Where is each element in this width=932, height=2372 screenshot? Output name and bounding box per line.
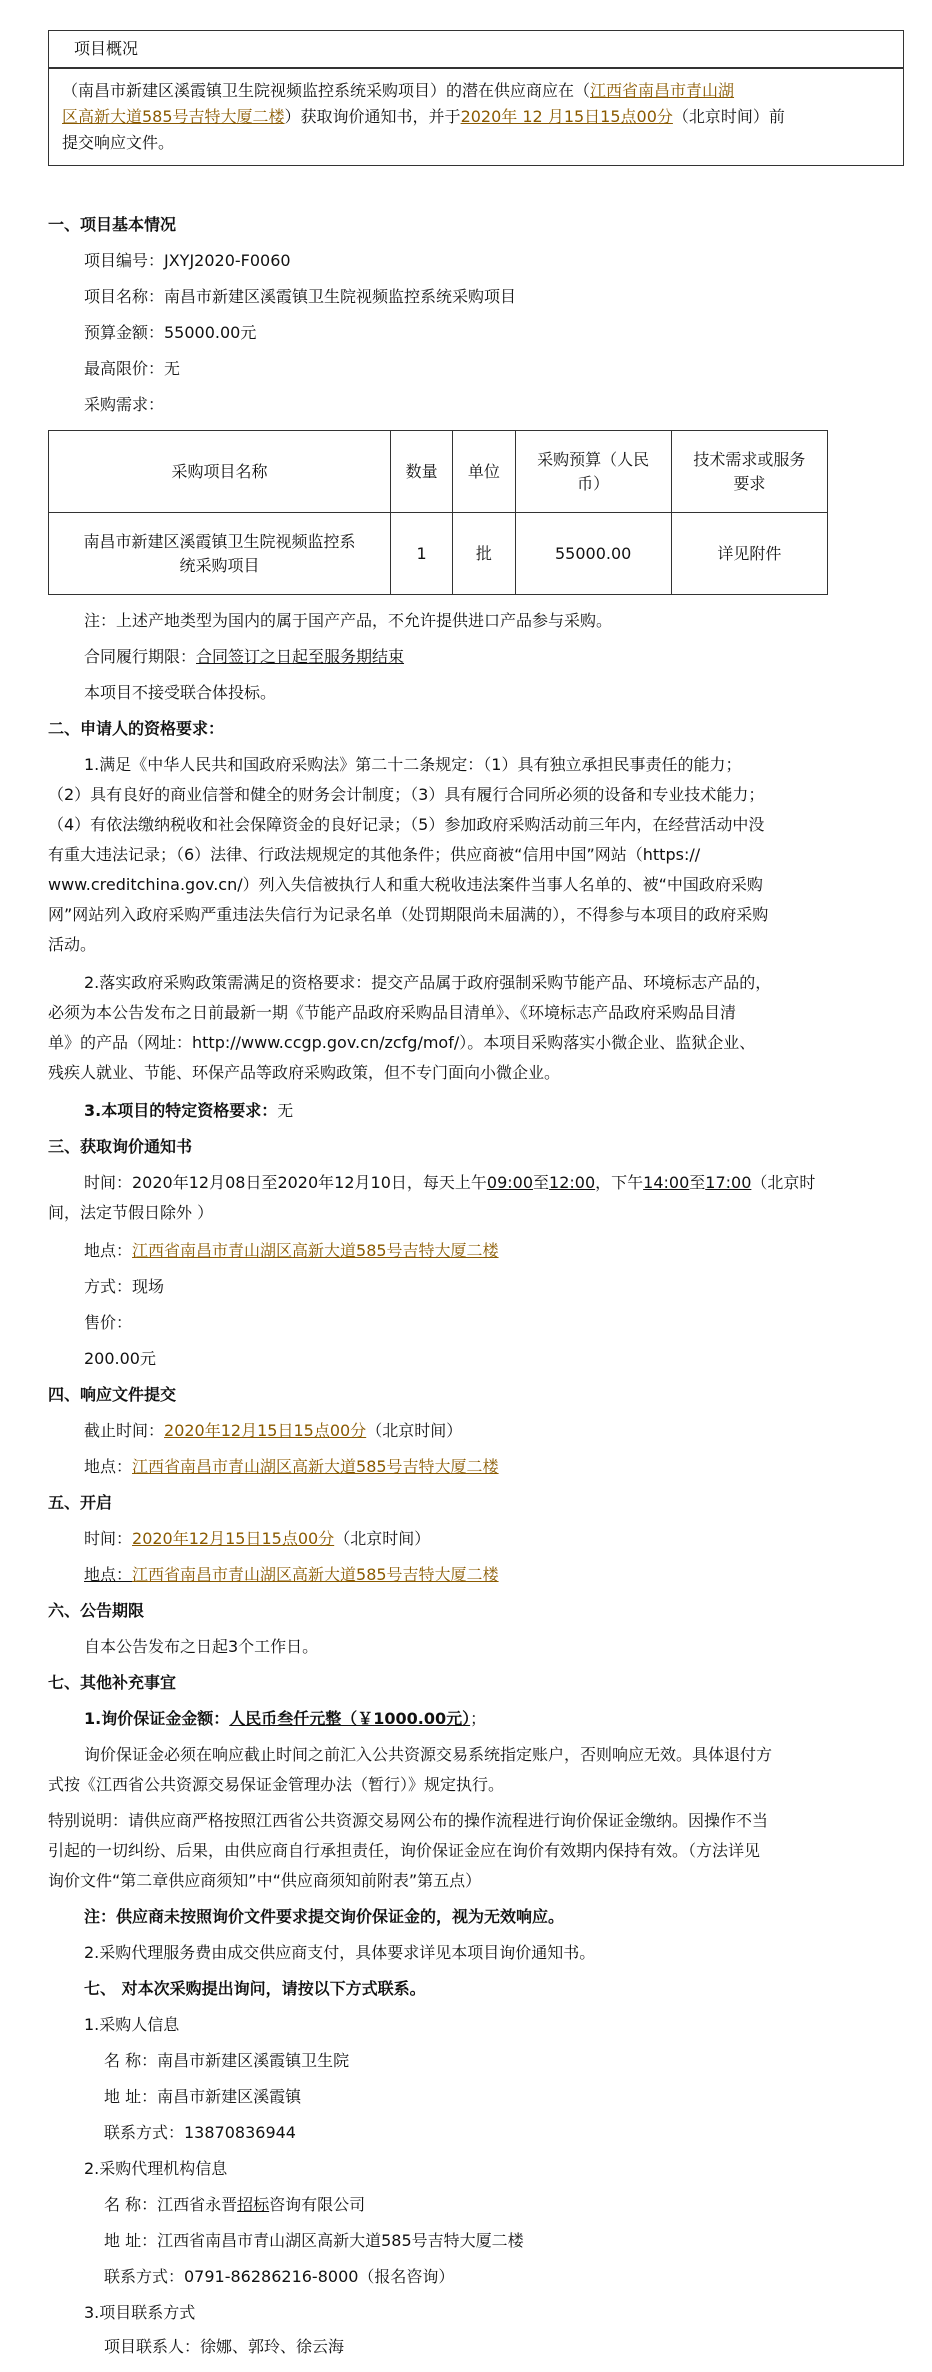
overview-line-3: 提交响应文件。	[62, 133, 175, 152]
consortium-note: 本项目不接受联合体投标。	[84, 683, 277, 702]
qual-1-line-1: 1.满足《中华人民共和国政府采购法》第二十二条规定：（1）具有独立承担民事责任的能力；	[84, 755, 742, 774]
deposit-amount-value: 人民币叁仟元整（￥1000.00元）	[229, 1709, 471, 1728]
agency-address: 地 址：江西省南昌市青山湖区高新大道585号吉特大厦二楼	[104, 2231, 524, 2250]
obtain-time-pm-start: 14:00	[643, 1173, 690, 1192]
opening-time-label: 时间：	[84, 1529, 133, 1548]
procurement-table-header	[49, 431, 828, 513]
qual-2-line-4: 残疾人就业、节能、环保产品等政府采购政策，但不专门面向小微企业。	[48, 1063, 561, 1082]
overview-title-box	[48, 30, 904, 68]
submit-place	[84, 1456, 499, 1478]
table-cell-qty: 1	[391, 513, 453, 595]
obtain-place-value: 江西省南昌市青山湖区高新大道585号吉特大厦二楼	[132, 1241, 499, 1260]
table-cell-requirements: 详见附件	[671, 513, 827, 595]
table-row	[49, 513, 828, 595]
table-header-unit: 单位	[453, 431, 515, 513]
obtain-time-pm-label: ，下午	[595, 1173, 644, 1192]
section-3-heading: 三、获取询价通知书	[48, 1137, 193, 1156]
section-5-heading: 五、开启	[48, 1493, 113, 1512]
obtain-method: 方式：现场	[84, 1277, 165, 1296]
deposit-rule-line-2: 式按《江西省公共资源交易保证金管理办法（暂行）》规定执行。	[48, 1775, 505, 1794]
section-7-heading: 七、其他补充事宜	[48, 1673, 177, 1692]
agency-name-c: 咨询有限公司	[269, 2195, 366, 2214]
qual-3-value: 无	[277, 1101, 294, 1120]
submit-deadline	[84, 1420, 462, 1442]
contact-heading: 七、 对本次采购提出询问，请按以下方式联系。	[84, 1979, 426, 1998]
agency-info-title: 2.采购代理机构信息	[84, 2159, 228, 2178]
contract-period-label: 合同履行期限：	[84, 647, 197, 666]
agency-name	[104, 2194, 365, 2216]
qual-1-line-2: （2）具有良好的商业信誉和健全的财务会计制度；（3）具有履行合同所必须的设备和专业技术能力；	[48, 785, 765, 804]
qual-1-line-7: 活动。	[48, 935, 97, 954]
agency-fee-note: 2.采购代理服务费由成交供应商支付，具体要求详见本项目询价通知书。	[84, 1943, 596, 1962]
obtain-place-label: 地点：	[84, 1241, 133, 1260]
obtain-time-line-2: 间，法定节假日除外 ）	[48, 1203, 214, 1222]
deposit-amount	[84, 1708, 486, 1730]
obtain-time-prefix: 时间：2020年12月08日至2020年12月10日，每天上午	[84, 1173, 487, 1192]
table-cell-budget: 55000.00	[515, 513, 671, 595]
qual-1-line-5: www.creditchina.gov.cn/）列入失信被执行人和重大税收违法案件当事人名单的、被“中国政府采购	[48, 875, 763, 894]
overview-line-1	[62, 80, 734, 102]
agency-name-a: 名 称：江西省永晋	[104, 2195, 238, 2214]
qual-1-line-6: 网”网站列入政府采购严重违法失信行为记录名单（处罚期限尚未届满的），不得参与本项目的政府采购	[48, 905, 769, 924]
overview-address-part2: 区高新大道585号吉特大厦二楼	[62, 107, 285, 126]
obtain-time-am-start: 09:00	[486, 1173, 533, 1192]
table-cell-name	[49, 513, 391, 595]
qual-2-line-3: 单》的产品（网址：http://www.ccgp.gov.cn/zcfg/mof/）。本项目采购落实小微企业、监狱企业、	[48, 1033, 756, 1052]
announcement-period: 自本公告发布之日起3个工作日。	[84, 1637, 319, 1656]
table-cell-name-l2: 统采购项目	[179, 555, 260, 575]
overview-line-1-a: （南昌市新建区溪霞镇卫生院视频监控系统采购项目）的潜在供应商应在（	[62, 81, 591, 100]
origin-note: 注：上述产地类型为国内的属于国产产品，不允许提供进口产品参与采购。	[84, 611, 613, 630]
submit-deadline-label: 截止时间：	[84, 1421, 165, 1440]
special-note-line-3: 询价文件“第二章供应商须知”中“供应商须知前附表”第五点）	[48, 1871, 482, 1890]
overview-line-2-b: ）获取询价通知书，并于	[284, 107, 461, 126]
submit-deadline-suffix: （北京时间）	[366, 1421, 463, 1440]
qual-3	[84, 1100, 293, 1122]
section-4-heading: 四、响应文件提交	[48, 1385, 177, 1404]
overview-title: 项目概况	[74, 39, 139, 58]
opening-time-value: 2020年12月15日15点00分	[132, 1529, 335, 1548]
obtain-time-line-1	[84, 1172, 815, 1194]
table-header-req-l2: 要求	[733, 473, 766, 493]
opening-time	[84, 1528, 430, 1550]
project-code: 项目编号：JXYJ2020-F0060	[84, 251, 291, 270]
agency-name-b: 招标	[237, 2195, 270, 2214]
qual-1-line-3: （4）有依法缴纳税收和社会保障资金的良好记录；（5）参加政府采购活动前三年内，在经营活动中没	[48, 815, 765, 834]
section-1-heading: 一、项目基本情况	[48, 215, 177, 234]
overview-line-2	[62, 106, 785, 128]
obtain-time-suffix: （北京时	[751, 1173, 816, 1192]
overview-line-2-d: （北京时间）前	[672, 107, 785, 126]
deposit-amount-end: ；	[470, 1709, 487, 1728]
procurement-table	[48, 430, 828, 595]
obtain-price-value: 200.00元	[84, 1349, 156, 1368]
submit-place-value: 江西省南昌市青山湖区高新大道585号吉特大厦二楼	[132, 1457, 499, 1476]
project-demand-label: 采购需求：	[84, 395, 165, 414]
purchaser-info-title: 1.采购人信息	[84, 2015, 180, 2034]
qual-2-line-1: 2.落实政府采购政策需满足的资格要求：提交产品属于政府强制采购节能产品、环境标志产品的，	[84, 973, 772, 992]
obtain-time-to-1: 至	[533, 1173, 550, 1192]
table-cell-unit: 批	[453, 513, 515, 595]
project-contact-title: 3.项目联系方式	[84, 2303, 196, 2322]
project-budget: 预算金额：55000.00元	[84, 323, 257, 342]
overview-deadline: 2020年 12 月15日15点00分	[460, 107, 673, 126]
qual-1-line-4: 有重大违法记录；（6）法律、行政法规规定的其他条件；供应商被“信用中国”网站（https://	[48, 845, 701, 864]
table-cell-name-l1: 南昌市新建区溪霞镇卫生院视频监控系	[83, 531, 356, 551]
table-header-req-l1: 技术需求或服务	[693, 449, 806, 469]
obtain-time-pm-end: 17:00	[705, 1173, 752, 1192]
submit-place-label: 地点：	[84, 1457, 133, 1476]
opening-place-label: 地点：	[84, 1565, 133, 1584]
purchaser-phone: 联系方式：13870836944	[104, 2123, 296, 2142]
opening-place-value: 江西省南昌市青山湖区高新大道585号吉特大厦二楼	[132, 1565, 499, 1584]
obtain-time-am-end: 12:00	[549, 1173, 596, 1192]
deposit-rule-line-1: 询价保证金必须在响应截止时间之前汇入公共资源交易系统指定账户，否则响应无效。具体退付方	[84, 1745, 773, 1764]
obtain-time-to-2: 至	[689, 1173, 706, 1192]
qual-3-label: 3.本项目的特定资格要求：	[84, 1101, 278, 1120]
section-2-heading: 二、申请人的资格要求：	[48, 719, 225, 738]
project-max-price: 最高限价：无	[84, 359, 181, 378]
purchaser-address: 地 址：南昌市新建区溪霞镇	[104, 2087, 302, 2106]
table-header-budget-l1: 采购预算（人民	[537, 449, 650, 469]
table-header-budget	[515, 431, 671, 513]
invalid-response-note: 注：供应商未按照询价文件要求提交询价保证金的，视为无效响应。	[84, 1907, 565, 1926]
purchaser-name: 名 称：南昌市新建区溪霞镇卫生院	[104, 2051, 350, 2070]
opening-time-suffix: （北京时间）	[334, 1529, 431, 1548]
obtain-price-label: 售价：	[84, 1313, 133, 1332]
special-note-line-1: 特别说明：请供应商严格按照江西省公共资源交易网公布的操作流程进行询价保证金缴纳。因操作不当	[48, 1811, 769, 1830]
special-note-line-2: 引起的一切纠纷、后果，由供应商自行承担责任，询价保证金应在询价有效期内保持有效。（方法详见	[48, 1841, 761, 1860]
table-header-budget-l2: 币）	[577, 473, 610, 493]
project-name: 项目名称：南昌市新建区溪霞镇卫生院视频监控系统采购项目	[84, 287, 517, 306]
contract-period-value: 合同签订之日起至服务期结束	[196, 647, 405, 666]
table-header-qty: 数量	[391, 431, 453, 513]
table-header-requirements	[671, 431, 827, 513]
qual-2-line-2: 必须为本公告发布之日前最新一期《节能产品政府采购品目清单》、《环境标志产品政府采购品目清	[48, 1003, 737, 1022]
agency-phone: 联系方式：0791-86286216-8000（报名咨询）	[104, 2267, 455, 2286]
overview-address-part1: 江西省南昌市青山湖	[590, 81, 735, 100]
deposit-amount-label: 1.询价保证金金额：	[84, 1709, 230, 1728]
section-6-heading: 六、公告期限	[48, 1601, 145, 1620]
project-contact-people: 项目联系人：徐娜、郭玲、徐云海	[104, 2337, 345, 2356]
obtain-place	[84, 1240, 499, 1262]
opening-place	[84, 1564, 499, 1586]
table-header-name: 采购项目名称	[49, 431, 391, 513]
contract-period	[84, 646, 404, 668]
submit-deadline-value: 2020年12月15日15点00分	[164, 1421, 367, 1440]
